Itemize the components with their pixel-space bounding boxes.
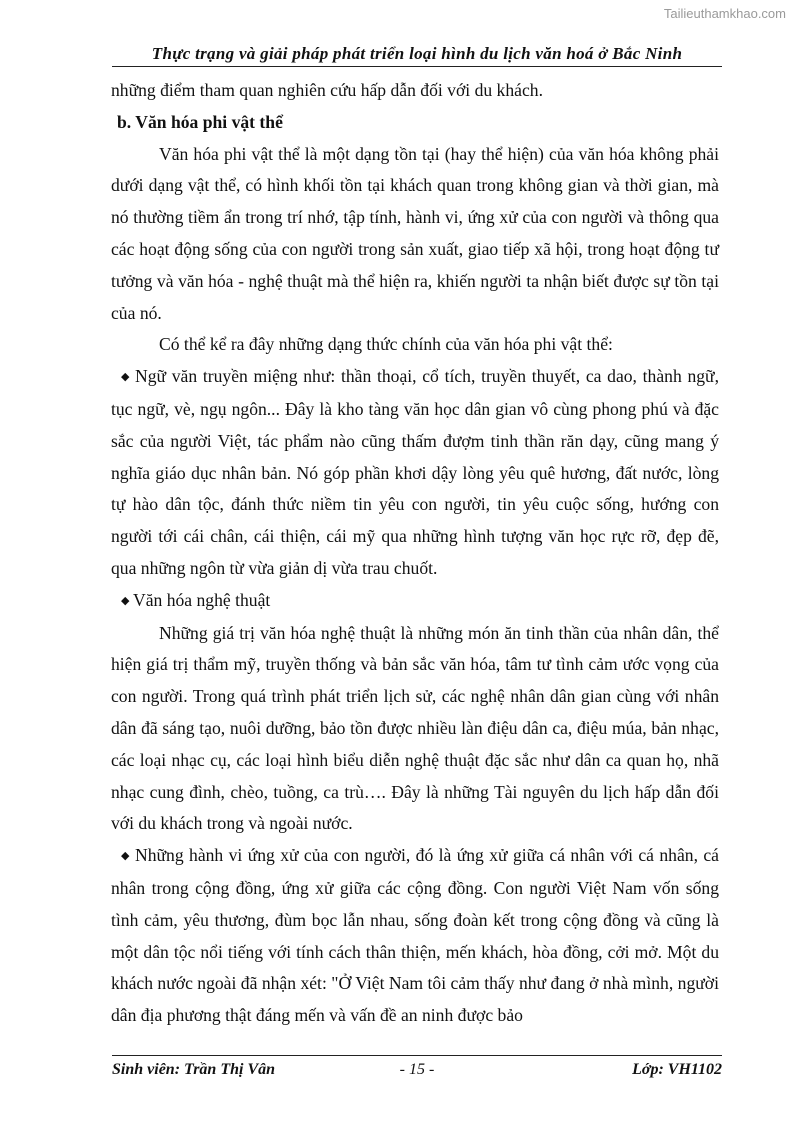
bullet-item-performing-arts	[111, 585, 719, 618]
header-divider	[112, 66, 722, 67]
bullet-item-oral-literature	[111, 361, 719, 585]
diamond-bullet-icon: ◆	[121, 594, 130, 607]
footer-class: Lớp: VH1102	[632, 1061, 722, 1078]
intro-line: những điểm tham quan nghiên cứu hấp dẫn đối với du khách.	[111, 80, 543, 100]
running-header: Thực trạng và giải pháp phát triển loại hình du lịch văn hoá ở Bắc Ninh	[151, 44, 683, 63]
footer-student: Sinh viên: Trần Thị Vân	[112, 1061, 276, 1078]
diamond-bullet-icon: ◆	[121, 850, 130, 863]
paragraph-forms-intro: Có thể kể ra đây những dạng thức chính của văn hóa phi vật thể:	[159, 334, 613, 355]
paragraph-intangible-definition: Văn hóa phi vật thể là một dạng tồn tại (hay thể hiện) của văn hóa không phải dưới dạng vật thể, có hình khối tồn tại khách quan trong không gian và thời gian, mà nó thường tiềm ẩn trong trí nhớ, tập tính, hành vi, ứng xử của con người và thông qua các hoạt động sống của con người trong sản xuất, giao tiếp xã hội, trong hoạt động tư tưởng và văn hóa - nghệ thuật mà thể hiện ra, khiến người ta nhận biết được sự tồn tại của nó.	[111, 143, 719, 323]
paragraph-art-values: Những giá trị văn hóa nghệ thuật là những món ăn tinh thần của nhân dân, thể hiện giá trị thẩm mỹ, truyền thống và bản sắc văn hóa, tâm tư tình cảm ước vọng của con người. Trong quá trình phát triển lịch sử, các nghệ nhân dân gian cùng với nhân dân đã sáng tạo, nuôi dưỡng, bảo tồn được nhiều làn điệu dân ca, điệu múa, bản nhạc, các loại nhạc cụ, các loại hình biểu diễn nghệ thuật đặc sắc như dân ca quan họ, nhã nhạc cung đình, chèo, tuồng, ca trù…. Đây là những Tài nguyên du lịch hấp dẫn đối với du khách trong và ngoài nước.	[111, 622, 719, 834]
bullet-text: Những hành vi ứng xử của con người, đó là ứng xử giữa cá nhân với cá nhân, cá nhân trong cộng đồng, ứng xử giữa các cộng đồng. Con người Việt Nam vốn sống tình cảm, yêu thương, đùm bọc lẫn nhau, sống đoàn kết trong cộng đồng và cũng là một dân tộc nổi tiếng với tính cách thân thiện, mến khách, hòa đồng, cởi mở. Một du khách nước ngoài đã nhận xét: "Ở Việt Nam tôi cảm thấy như đang ở nhà mình, người dân địa phương thật đáng mến và vấn đề an ninh được bảo	[111, 845, 719, 1026]
page-body	[111, 75, 719, 1032]
diamond-bullet-icon: ◆	[121, 371, 130, 384]
bullet-text: Văn hóa nghệ thuật	[133, 589, 271, 610]
bullet-item-behaviour	[111, 840, 719, 1032]
page-number: - 15 -	[399, 1061, 435, 1078]
section-heading: b. Văn hóa phi vật thể	[117, 111, 283, 132]
footer-divider	[112, 1055, 722, 1056]
bullet-text: Ngữ văn truyền miệng như: thần thoại, cổ tích, truyền thuyết, ca dao, thành ngữ, tục ngữ, vè, ngụ ngôn... Đây là kho tàng văn học dân gian vô cùng phong phú và đặc sắc của người Việt, tác phẩm nào cũng thấm đượm tinh thần răn dạy, cũng mang ý nghĩa giáo dục nhân bản. Nó góp phần khơi dậy lòng yêu quê hương, đất nước, lòng tự hào dân tộc, đánh thức niềm tin yêu con người, tin yêu cuộc sống, hướng con người tới cái chân, cái thiện, cái mỹ qua những hình tượng văn học rực rỡ, đẹp đẽ, qua những ngôn từ vừa giản dị vừa trau chuốt.	[111, 366, 719, 578]
watermark: Tailieuthamkhao.com	[663, 6, 786, 21]
